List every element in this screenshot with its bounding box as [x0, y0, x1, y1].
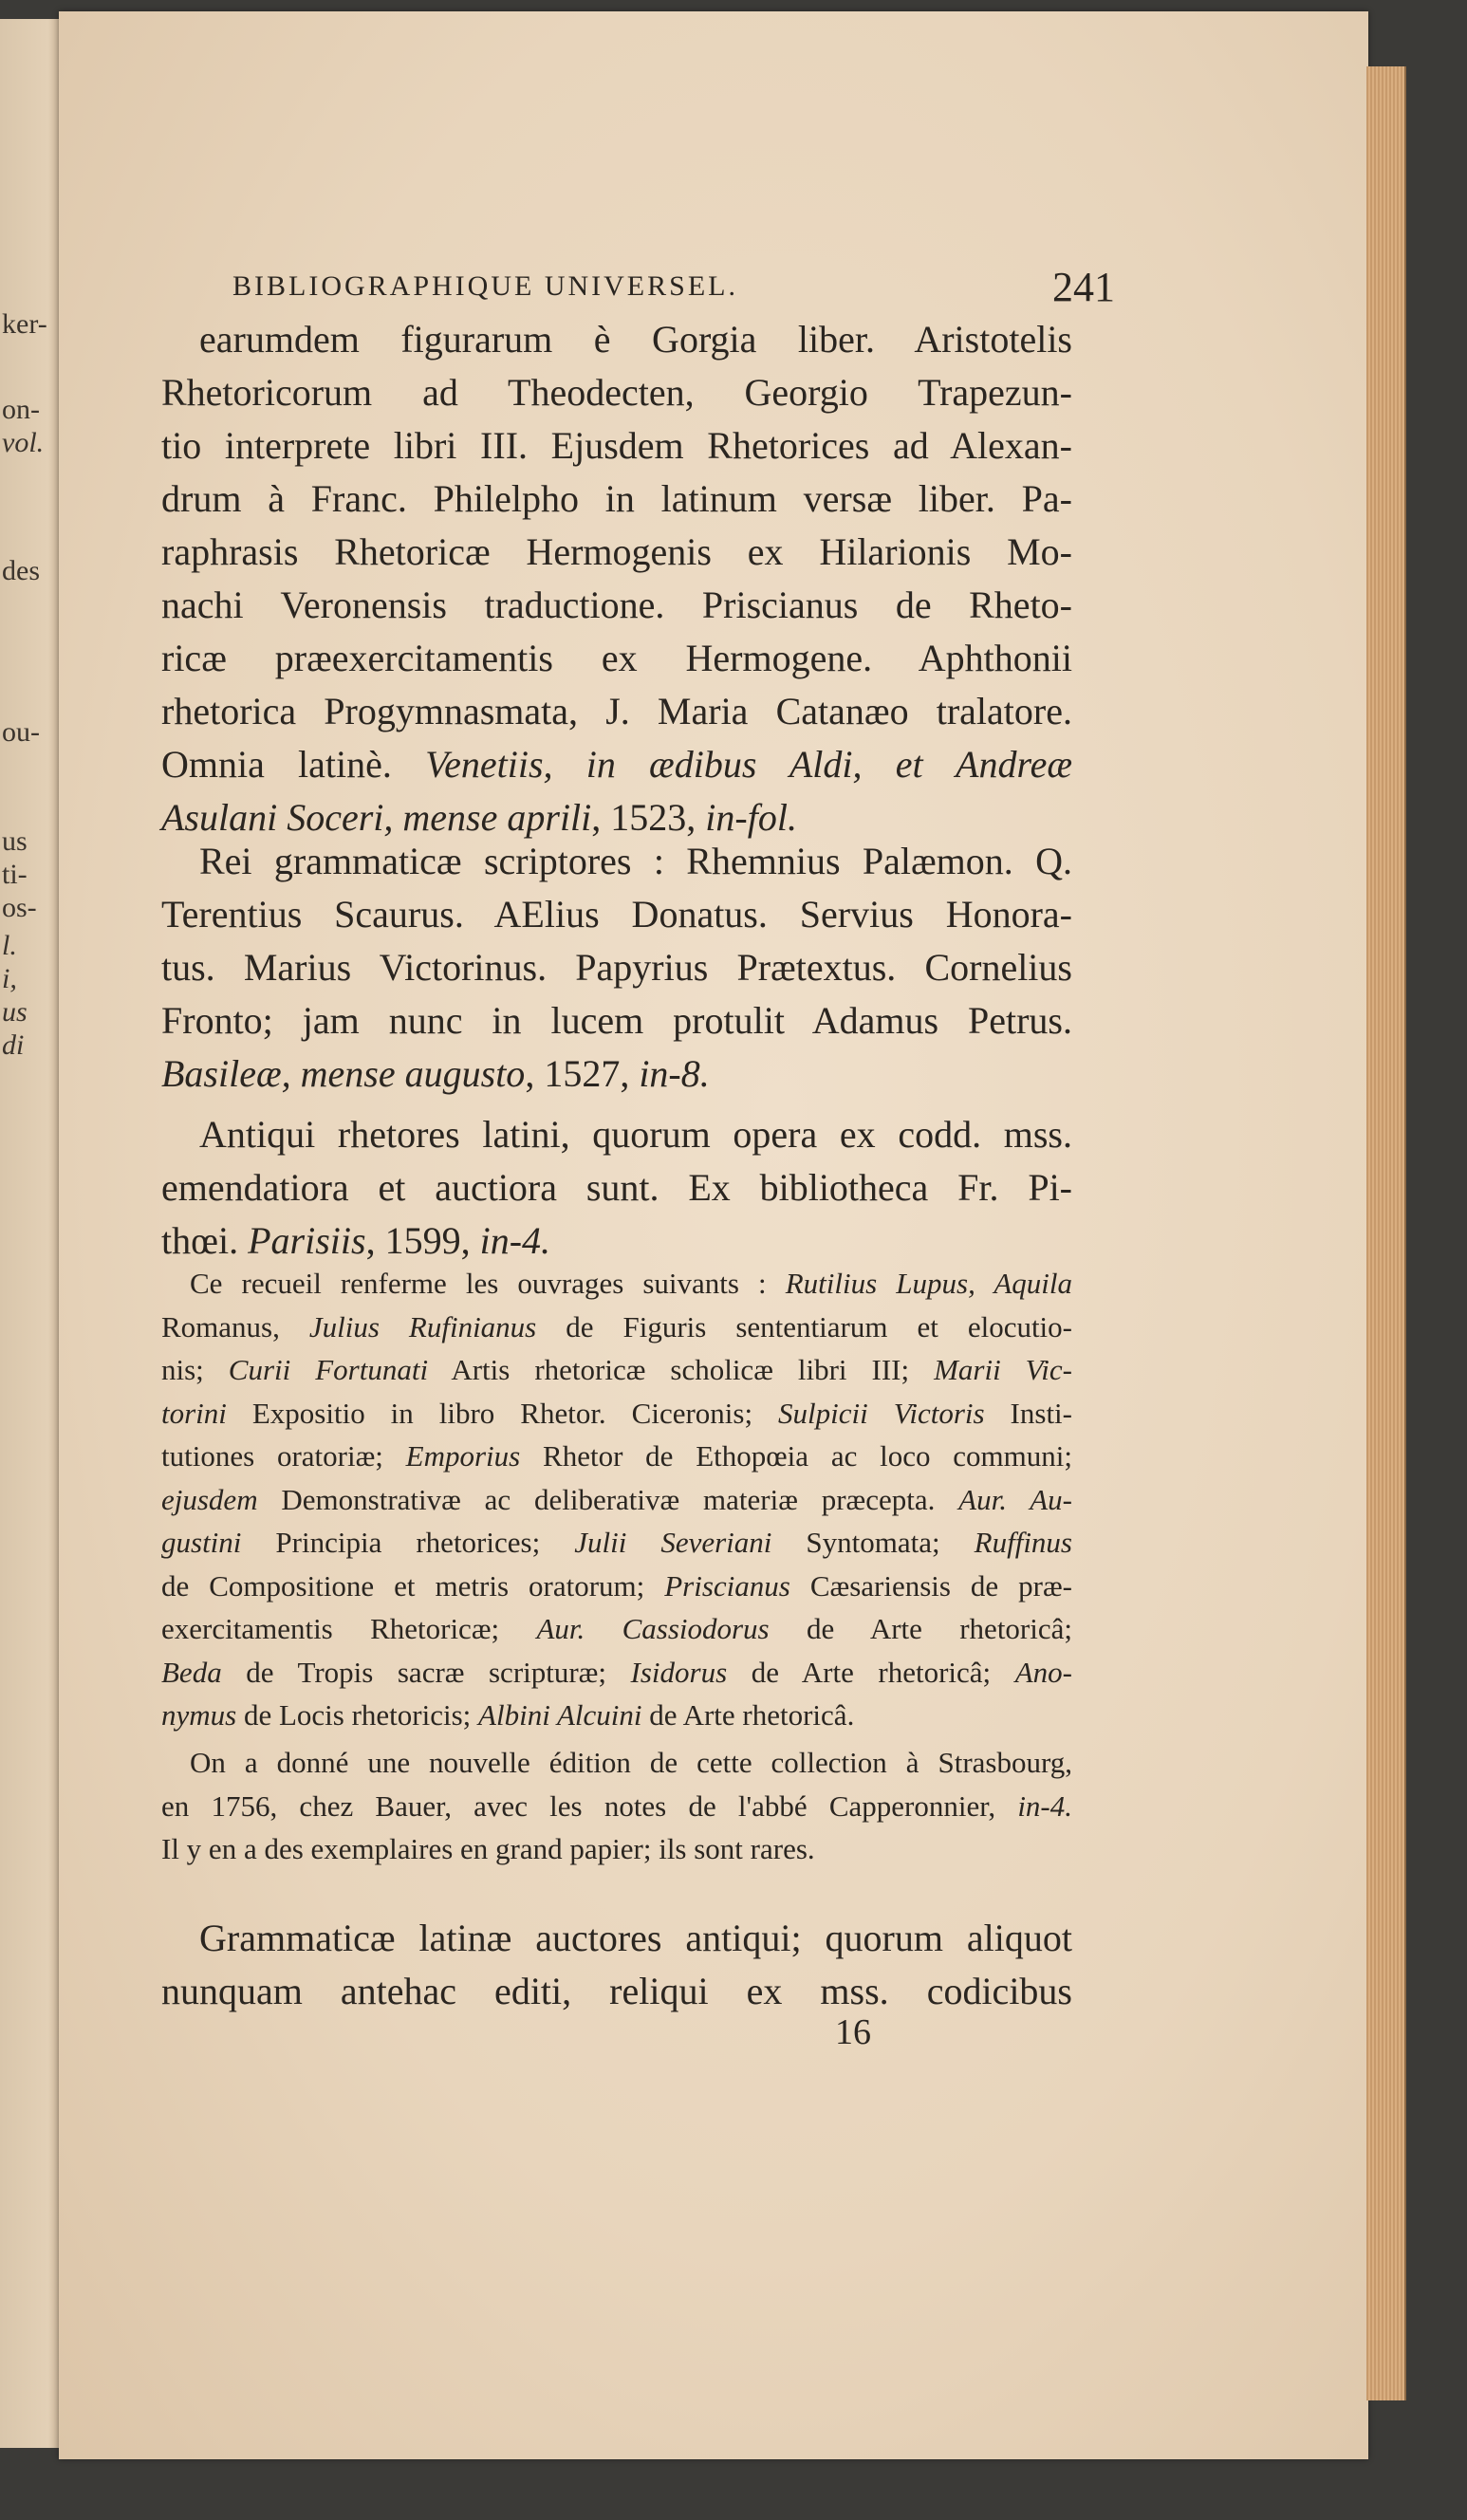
text-line — [161, 1694, 1072, 1737]
text-segment: de Compositione et metris oratorum; — [161, 1568, 665, 1603]
text-segment: de Arte rhetoricâ; — [769, 1612, 1072, 1645]
paragraph — [161, 313, 1072, 844]
text-segment: nis; — [161, 1353, 229, 1386]
text-segment: Syntomata; — [771, 1526, 975, 1559]
text-line — [161, 579, 1072, 632]
italic-text: Isidorus — [630, 1655, 728, 1689]
text-segment: de Locis rhetoricis; — [236, 1698, 479, 1732]
italic-text: gustini — [161, 1526, 242, 1559]
italic-text: in-4. — [1017, 1788, 1072, 1823]
left-page-fragment: us — [2, 996, 28, 1028]
text-segment: de Arte rhetoricâ. — [641, 1698, 855, 1732]
paragraph — [161, 1741, 1072, 1871]
text-segment: nunquam antehac editi, reliqui ex mss. codicibus — [161, 1970, 1072, 2012]
text-segment: Cæsariensis de præ- — [789, 1568, 1073, 1603]
paragraph — [161, 835, 1072, 1101]
text-line — [161, 1965, 1072, 2018]
text-segment: Demonstrativæ ac deliberativæ materiæ præcepta. — [257, 1482, 959, 1516]
text-line — [161, 1521, 1072, 1565]
text-segment: Principia rhetorices; — [241, 1526, 575, 1559]
text-segment: en 1756, chez Bauer, avec les notes de l'abbé Capperonnier, — [161, 1788, 1018, 1823]
text-segment: de Tropis sacræ scripturæ; — [221, 1655, 631, 1689]
text-segment: On a donné une nouvelle édition de cette collection à Strasbourg, — [190, 1746, 1072, 1779]
text-segment: Fronto; jam nunc in lucem protulit Adamus Petrus. — [161, 999, 1072, 1042]
text-segment: Rhetor de Ethopœia ac loco communi; — [520, 1439, 1072, 1473]
text-line — [161, 888, 1072, 941]
text-line — [161, 1108, 1072, 1161]
text-segment: earumdem figurarum è Gorgia liber. Aristotelis — [199, 318, 1072, 361]
italic-text: Marii Vic- — [934, 1353, 1072, 1386]
text-line — [161, 1435, 1072, 1478]
text-line — [161, 1607, 1072, 1651]
italic-text: Julii Severiani — [574, 1526, 772, 1559]
text-line — [161, 1827, 1072, 1871]
text-segment: Terentius Scaurus. AElius Donatus. Servius Honora- — [161, 893, 1072, 936]
text-line — [161, 1741, 1072, 1785]
text-segment: , 1523, — [591, 796, 706, 839]
text-segment: , 1527, — [525, 1052, 640, 1095]
text-line — [161, 1478, 1072, 1522]
text-segment: tus. Marius Victorinus. Papyrius Prætextus. Cornelius — [161, 946, 1072, 989]
left-page-fragment: os- — [2, 892, 37, 923]
text-segment: thœi. — [161, 1219, 249, 1262]
text-segment: Rei grammaticæ scriptores : Rhemnius Palæmon. Q. — [199, 840, 1072, 882]
text-line — [161, 1047, 1072, 1101]
text-segment: de Figuris sententiarum et elocutio- — [536, 1309, 1072, 1343]
italic-text: Venetiis, in ædibus Aldi, et Andreæ — [425, 743, 1072, 786]
text-line — [161, 1348, 1072, 1392]
text-segment: Omnia latinè. — [161, 743, 426, 786]
text-segment: Romanus, — [161, 1309, 309, 1343]
italic-text: Ano- — [1014, 1655, 1072, 1689]
italic-text: Basileæ, mense augusto — [161, 1052, 526, 1095]
text-line — [161, 994, 1072, 1047]
text-line — [161, 738, 1072, 791]
italic-text: ejusdem — [161, 1482, 258, 1516]
text-segment: exercitamentis Rhetoricæ; — [161, 1612, 537, 1645]
left-page-fragment: des — [2, 555, 40, 586]
text-segment: Insti- — [984, 1396, 1072, 1430]
text-line — [161, 419, 1072, 472]
text-segment: tio interprete libri III. Ejusdem Rhetorices ad Alexan- — [161, 424, 1072, 467]
text-segment: Il y en a des exemplaires en grand papier; ils sont rares. — [161, 1832, 815, 1865]
paragraph — [161, 1108, 1072, 1268]
text-line — [161, 632, 1072, 685]
italic-text: Aur. Cassiodorus — [536, 1612, 770, 1645]
italic-text: Curii Fortunati — [228, 1353, 429, 1386]
running-header — [232, 264, 1115, 310]
page-edges — [1366, 66, 1406, 2400]
text-line — [161, 1262, 1072, 1306]
italic-text: Albini Alcuini — [478, 1698, 642, 1732]
text-line — [161, 313, 1072, 366]
text-segment: Rhetoricorum ad Theodecten, Georgio Trapezun- — [161, 371, 1072, 414]
text-line — [161, 1161, 1072, 1214]
text-line — [161, 1392, 1072, 1436]
text-line — [161, 1306, 1072, 1349]
text-line — [161, 1785, 1072, 1828]
text-line — [161, 1651, 1072, 1695]
text-segment: Grammaticæ latinæ auctores antiqui; quorum aliquot — [199, 1917, 1072, 1959]
italic-text: Julius Rufinianus — [308, 1309, 537, 1343]
text-segment: Artis rhetoricæ scholicæ libri III; — [428, 1353, 935, 1386]
text-segment: ricæ præexercitamentis ex Hermogene. Aphthonii — [161, 637, 1072, 679]
text-line — [161, 1912, 1072, 1965]
text-line — [161, 835, 1072, 888]
left-page-fragment: i, — [2, 963, 17, 994]
left-page-fragment: l. — [2, 930, 17, 961]
paragraph — [161, 1262, 1072, 1737]
text-line — [161, 941, 1072, 994]
left-page-fragment: ou- — [2, 716, 40, 748]
italic-text: Aur. Au- — [958, 1482, 1073, 1516]
italic-text: Asulani Soceri, mense aprili — [161, 796, 592, 839]
italic-text: Parisiis — [248, 1219, 366, 1262]
text-line — [161, 685, 1072, 738]
text-line — [161, 366, 1072, 419]
text-line — [161, 1214, 1072, 1268]
text-segment: rhetorica Progymnasmata, J. Maria Catanæo tralatore. — [161, 690, 1072, 732]
italic-text: Priscianus — [664, 1568, 790, 1603]
text-segment: Antiqui rhetores latini, quorum opera ex codd. mss. — [199, 1113, 1072, 1156]
italic-text: nymus — [161, 1698, 237, 1732]
paragraph — [161, 1912, 1072, 2018]
left-page-fragment: di — [2, 1029, 25, 1061]
text-line — [161, 526, 1072, 579]
text-segment: emendatiora et auctiora sunt. Ex bibliotheca Fr. Pi- — [161, 1166, 1072, 1209]
text-segment: , 1599, — [365, 1219, 480, 1262]
italic-text: Sulpicii Victoris — [778, 1396, 985, 1430]
text-segment: raphrasis Rhetoricæ Hermogenis ex Hilarionis Mo- — [161, 530, 1072, 573]
italic-text: in-4. — [479, 1219, 551, 1262]
text-line — [161, 1565, 1072, 1608]
text-segment: drum à Franc. Philelpho in latinum versæ liber. Pa- — [161, 477, 1072, 520]
running-title: BIBLIOGRAPHIQUE UNIVERSEL. — [232, 270, 738, 302]
italic-text: Rutilius Lupus, Aquila — [785, 1267, 1072, 1300]
left-page-fragment: ti- — [2, 859, 28, 890]
text-segment: Expositio in libro Rhetor. Ciceronis; — [226, 1396, 779, 1430]
signature-mark: 16 — [835, 2012, 871, 2052]
italic-text: Ruffinus — [974, 1526, 1072, 1559]
italic-text: in-8. — [639, 1052, 710, 1095]
left-page-fragment: vol. — [2, 427, 45, 458]
italic-text: Beda — [161, 1655, 222, 1689]
text-line — [161, 472, 1072, 526]
text-segment: nachi Veronensis traductione. Priscianus de Rheto- — [161, 584, 1072, 626]
italic-text: torini — [161, 1396, 227, 1430]
left-page-fragment: ker- — [2, 308, 47, 340]
italic-text: Emporius — [405, 1439, 521, 1473]
text-segment: Ce recueil renferme les ouvrages suivants : — [190, 1267, 786, 1300]
page-number: 241 — [1052, 264, 1115, 310]
text-segment: tutiones oratoriæ; — [161, 1439, 406, 1473]
left-page-fragment: us — [2, 825, 28, 857]
text-segment: de Arte rhetoricâ; — [727, 1655, 1015, 1689]
left-page-fragment: on- — [2, 394, 40, 425]
italic-text: in-fol. — [705, 796, 797, 839]
